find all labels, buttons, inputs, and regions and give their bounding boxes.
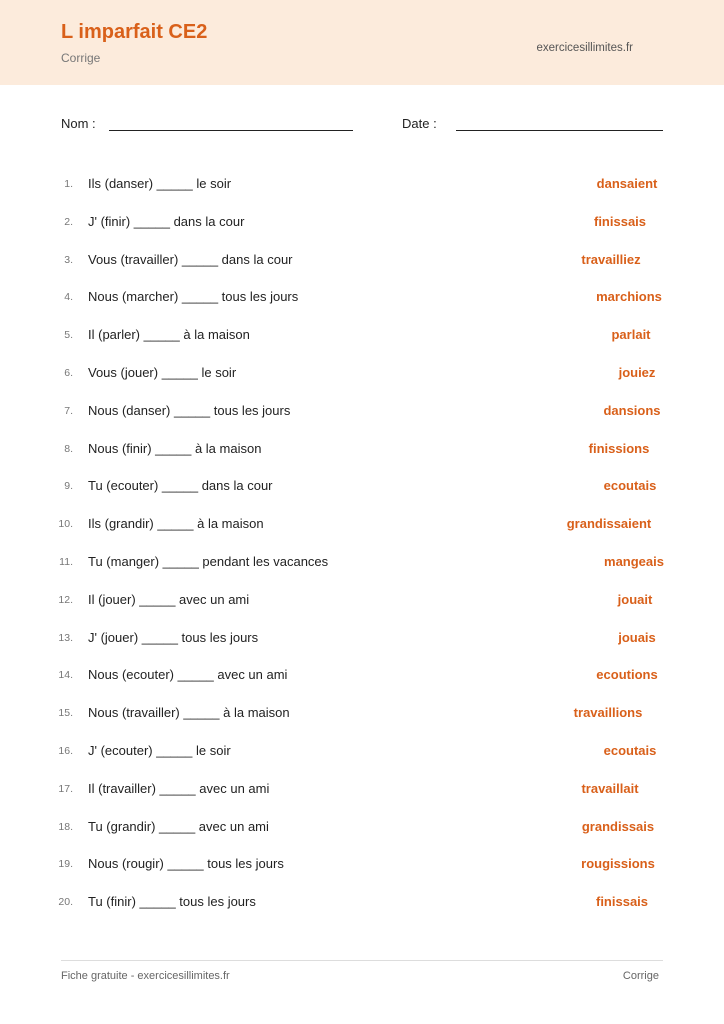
- exercise-number: 19.: [58, 858, 73, 871]
- exercise-question: Ils (danser) _____ le soir: [88, 176, 232, 191]
- page-header: [0, 0, 724, 85]
- exercise-answer: ecoutions: [596, 667, 658, 683]
- exercise-question: J' (jouer) _____ tous les jours: [88, 629, 259, 645]
- page-title: L imparfait CE2: [61, 21, 208, 43]
- exercise-answer: jouais: [618, 629, 656, 645]
- exercise-row: [0, 250, 724, 272]
- exercise-number: 3.: [64, 253, 73, 266]
- exercise-number: 4.: [64, 291, 73, 304]
- exercise-question: Nous (marcher) _____ tous les jours: [88, 289, 299, 305]
- exercise-row: [0, 325, 724, 347]
- exercise-number: 2.: [64, 215, 73, 228]
- exercise-row: [0, 212, 724, 234]
- exercise-answer: grandissais: [581, 818, 655, 834]
- exercise-answer: travaillait: [581, 780, 639, 796]
- exercise-number: 7.: [64, 404, 73, 417]
- exercise-row: [0, 363, 724, 385]
- exercise-row: [0, 665, 724, 687]
- exercise-question: Tu (finir) _____ tous les jours: [88, 894, 256, 910]
- name-label: Nom :: [61, 116, 96, 131]
- exercise-answer: travaillions: [573, 705, 643, 721]
- exercise-row: [0, 628, 724, 650]
- exercise-question: Nous (finir) _____ à la maison: [88, 440, 262, 456]
- exercise-answer: jouait: [617, 591, 653, 607]
- exercise-question: Il (travailler) _____ avec un ami: [88, 780, 270, 796]
- exercise-answer: ecoutais: [603, 478, 657, 494]
- exercise-row: [0, 476, 724, 498]
- exercise-row: [0, 287, 724, 309]
- exercise-number: 18.: [58, 820, 73, 833]
- exercise-number: 15.: [58, 707, 73, 720]
- exercise-row: [0, 590, 724, 612]
- exercise-row: [0, 779, 724, 801]
- exercise-question: J' (finir) _____ dans la cour: [88, 213, 245, 229]
- exercise-answer: finissais: [595, 894, 649, 910]
- exercise-question: Nous (danser) _____ tous les jours: [88, 402, 291, 418]
- exercise-answer: dansions: [603, 402, 661, 418]
- exercise-question: Nous (travailler) _____ à la maison: [88, 705, 290, 721]
- exercise-question: Il (parler) _____ à la maison: [88, 327, 250, 343]
- exercise-question: Tu (grandir) _____ avec un ami: [88, 818, 269, 834]
- exercise-row: [0, 514, 724, 536]
- exercise-answer: rougissions: [581, 856, 655, 872]
- exercise-number: 6.: [64, 367, 73, 379]
- exercise-number: 14.: [58, 669, 73, 682]
- exercise-answer: mangeais: [604, 554, 664, 569]
- exercise-row: [0, 439, 724, 461]
- exercise-answer: marchions: [596, 289, 662, 305]
- exercise-number: 5.: [64, 329, 73, 342]
- exercise-answer: finissions: [588, 440, 650, 456]
- exercise-question: Vous (travailler) _____ dans la cour: [88, 251, 293, 267]
- exercise-row: [0, 817, 724, 839]
- exercise-number: 20.: [58, 896, 73, 909]
- exercise-number: 11.: [59, 556, 73, 568]
- exercise-row: [0, 741, 724, 763]
- name-line[interactable]: [109, 130, 353, 131]
- exercise-row: [0, 401, 724, 423]
- exercise-question: Nous (rougir) _____ tous les jours: [88, 856, 284, 872]
- exercise-number: 12.: [58, 593, 73, 606]
- exercise-row: [0, 703, 724, 725]
- exercise-answer: jouiez: [618, 365, 656, 380]
- exercise-question: Nous (ecouter) _____ avec un ami: [88, 667, 288, 683]
- exercise-answer: ecoutais: [603, 743, 657, 758]
- exercise-answer: dansaient: [596, 176, 658, 191]
- footer-divider: [61, 960, 663, 961]
- exercise-number: 17.: [58, 782, 73, 795]
- exercise-number: 1.: [64, 178, 73, 190]
- exercise-number: 10.: [58, 518, 73, 531]
- date-label: Date :: [402, 116, 437, 131]
- exercise-row: [0, 552, 724, 574]
- exercise-number: 13.: [58, 631, 73, 644]
- exercise-answer: grandissaient: [566, 516, 652, 532]
- page-subtitle: Corrige: [61, 51, 101, 65]
- exercise-number: 9.: [64, 480, 73, 493]
- exercise-number: 16.: [58, 745, 73, 757]
- exercise-number: 8.: [64, 442, 73, 455]
- exercise-answer: finissais: [593, 213, 647, 229]
- site-name: exercicesillimites.fr: [536, 42, 633, 54]
- exercise-answer: parlait: [611, 327, 651, 343]
- exercise-question: Vous (jouer) _____ le soir: [88, 365, 237, 380]
- exercise-question: Tu (manger) _____ pendant les vacances: [88, 554, 329, 569]
- exercise-row: [0, 174, 724, 196]
- exercise-answer: travailliez: [581, 251, 641, 267]
- exercise-question: J' (ecouter) _____ le soir: [88, 743, 231, 758]
- exercise-row: [0, 854, 724, 876]
- exercise-question: Tu (ecouter) _____ dans la cour: [88, 478, 273, 494]
- footer-label: Corrige: [622, 970, 659, 982]
- date-line[interactable]: [456, 130, 663, 131]
- footer-source: Fiche gratuite - exercicesillimites.fr: [61, 970, 230, 982]
- exercise-question: Il (jouer) _____ avec un ami: [88, 591, 250, 607]
- exercise-question: Ils (grandir) _____ à la maison: [88, 516, 264, 532]
- exercise-row: [0, 892, 724, 914]
